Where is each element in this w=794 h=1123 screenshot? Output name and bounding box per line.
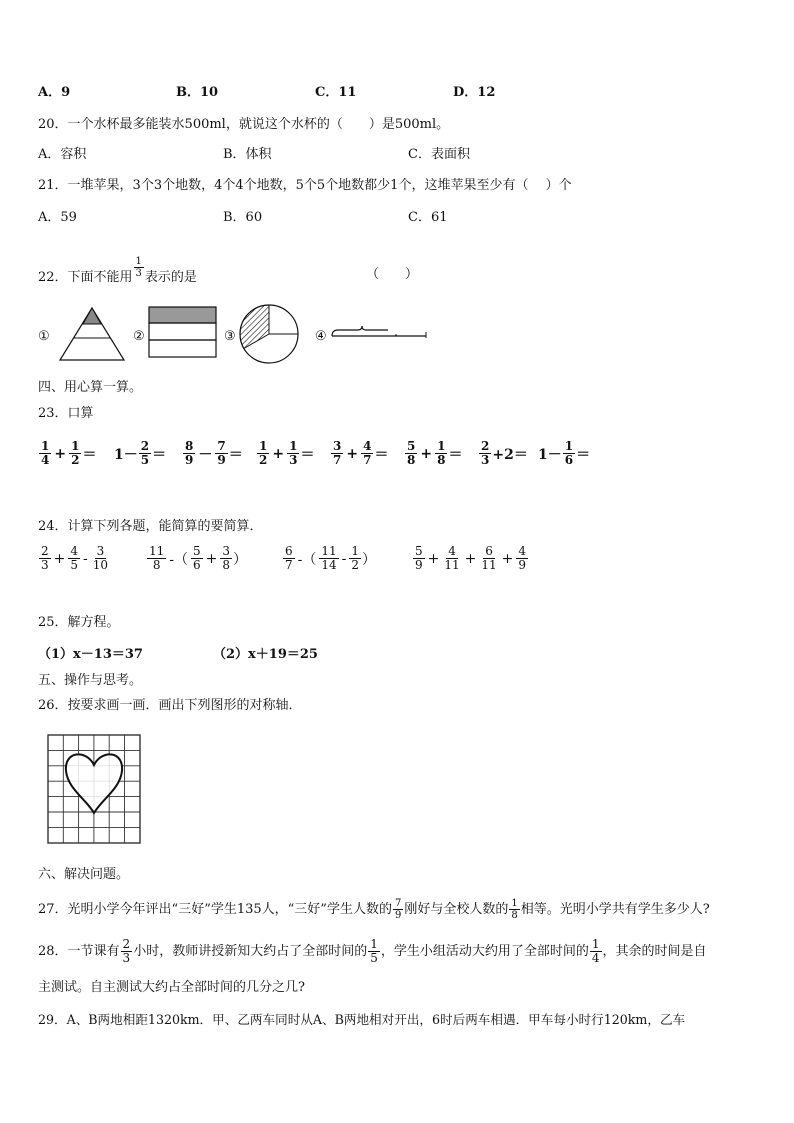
q22-label-4: ④ <box>315 329 327 344</box>
q20-option-c: C．表面积 <box>408 147 470 162</box>
q22-suffix: 表示的是 <box>144 270 197 285</box>
fraction: $\frac{4}{9}$ <box>518 544 527 572</box>
q23-expr-2: 1－ $\frac{2}{5}$ ＝ <box>114 439 167 467</box>
q21-option-b: B．60 <box>223 210 263 225</box>
q25-title: 25．解方程。 <box>38 615 120 630</box>
q24-expr-3: $\frac{6}{7}$ -（ $\frac{11}{14}$ - $\frac{1}{2}$ ） <box>285 544 377 572</box>
q27-text: 27．光明小学今年评出“三好”学生135人，“三好”学生人数的 $\frac{7}{9}$ 刚好与全校人数的 $\frac{1}{8}$ 相等。光明小学共有学生多少人? <box>38 898 710 921</box>
q20-option-b: B．体积 <box>223 147 272 162</box>
q23-expr-3: $\frac{8}{9}$ － $\frac{7}{9}$ ＝ <box>185 439 243 467</box>
line-segment-figure <box>330 322 430 344</box>
q22-text <box>38 256 197 289</box>
fraction: $\frac{1}{4}$ <box>591 937 600 965</box>
q19-option-b: B．10 <box>176 85 219 100</box>
q22-label-1: ① <box>38 329 50 344</box>
fraction: $\frac{1}{8}$ <box>511 898 518 921</box>
heart-grid-figure <box>46 733 142 845</box>
q23-title: 23．口算 <box>38 406 94 421</box>
fraction: $\frac{1}{2}$ <box>259 439 268 467</box>
fraction: $\frac{5}{6}$ <box>193 544 201 572</box>
fraction: $\frac{3}{7}$ <box>333 439 342 467</box>
fraction: $\frac{1}{8}$ <box>437 439 446 467</box>
q21-option-c: C．61 <box>408 210 448 225</box>
fraction: $\frac{11}{14}$ <box>321 544 337 572</box>
q20-option-a: A．容积 <box>38 147 87 162</box>
fraction: $\frac{7}{9}$ <box>217 439 226 467</box>
q28-text-line2: 主测试。自主测试大约占全部时间的几分之几? <box>38 980 305 995</box>
fraction: $\frac{3}{8}$ <box>222 544 231 572</box>
fraction: $\frac{6}{7}$ <box>285 544 293 572</box>
fraction: $\frac{11}{8}$ <box>149 544 165 572</box>
fraction: $\frac{8}{9}$ <box>185 439 194 467</box>
fraction: $\frac{4}{7}$ <box>363 439 372 467</box>
q24-expr-4: $\frac{5}{9}$ + $\frac{4}{11}$ + $\frac{6}{11}$ + $\frac{4}{9}$ <box>415 544 527 572</box>
q22-prefix: 22．下面不能用 <box>38 270 133 285</box>
fraction: $\frac{5}{8}$ <box>407 439 416 467</box>
q24-expr-1: $\frac{2}{3}$ + $\frac{4}{5}$ - $\frac{3}{10}$ <box>41 544 109 572</box>
q24-title: 24．计算下列各题，能简算的要简算． <box>38 519 263 534</box>
q25-equation-1: （1）x－13＝37 <box>38 647 143 662</box>
q23-expr-6: $\frac{5}{8}$ + $\frac{1}{8}$ ＝ <box>407 439 463 467</box>
q22-frac-den: 3 <box>135 268 142 279</box>
fraction: $\frac{1}{2}$ <box>351 544 360 572</box>
q23-expr-7: $\frac{2}{3}$ +2＝ <box>481 439 528 467</box>
q23-expr-8: 1－ $\frac{1}{6}$ ＝ <box>538 439 591 467</box>
q20-text: 20．一个水杯最多能装水500ml，就说这个水杯的（ ）是500ml。 <box>38 117 450 132</box>
fraction: $\frac{4}{5}$ <box>70 544 79 572</box>
q22-label-3: ③ <box>224 329 236 344</box>
fraction: $\frac{1}{3}$ <box>289 439 298 467</box>
fraction: $\frac{6}{11}$ <box>481 544 497 572</box>
q26-text: 26．按要求画一画．画出下列图形的对称轴． <box>38 698 302 713</box>
q19-option-d: D．12 <box>453 85 496 100</box>
q24-expr-2: $\frac{11}{8}$ -（ $\frac{5}{6}$ + $\frac{3}{8}$ ） <box>149 544 248 572</box>
q25-equation-2: （2）x＋19＝25 <box>213 647 318 662</box>
q19-option-c: C．11 <box>315 85 357 100</box>
circle-figure <box>238 303 302 365</box>
rectangle-figure <box>148 306 218 360</box>
section-4-heading: 四、用心算一算。 <box>38 380 143 395</box>
q23-expr-5: $\frac{3}{7}$ + $\frac{4}{7}$ ＝ <box>333 439 389 467</box>
fraction: $\frac{1}{6}$ <box>564 439 574 467</box>
fraction: $\frac{1}{2}$ <box>71 439 80 467</box>
fraction: $\frac{4}{11}$ <box>444 544 460 572</box>
triangle-figure <box>58 306 126 362</box>
q19-option-a: A．9 <box>38 85 71 100</box>
fraction: $\frac{2}{3}$ <box>41 544 49 572</box>
fraction: $\frac{3}{10}$ <box>92 544 109 572</box>
fraction: $\frac{1}{4}$ <box>41 439 50 467</box>
section-5-heading: 五、操作与思考。 <box>38 673 143 688</box>
q22-blank: （ ） <box>366 267 419 282</box>
q22-label-2: ② <box>133 329 145 344</box>
fraction: $\frac{5}{9}$ <box>415 544 423 572</box>
q22-fraction <box>134 256 144 279</box>
q28-text-line1: 28．一节课有 $\frac{2}{3}$ 小时，教师讲授新知大约占了全部时间的 $\frac{1}{5}$ ，学生小组活动大约用了全部时间的 $\frac{1}{4}$ ，其余的时间是自 <box>38 937 707 965</box>
section-6-heading: 六、解决问题。 <box>38 867 130 882</box>
fraction: $\frac{2}{3}$ <box>122 937 131 965</box>
q21-text: 21．一堆苹果，3个3个地数，4个4个地数，5个5个地数都少1个，这堆苹果至少有（ ）个 <box>38 178 572 193</box>
fraction: $\frac{7}{9}$ <box>394 898 402 921</box>
q29-text: 29．A、B两地相距1320km．甲、乙两车同时从A、B两地相对开出，6时后两车相遇．甲车每小时行120km，乙车 <box>38 1012 686 1027</box>
fraction: $\frac{2}{5}$ <box>140 439 150 467</box>
q21-option-a: A．59 <box>38 210 77 225</box>
fraction: $\frac{1}{5}$ <box>370 937 378 965</box>
q22-frac-num: 1 <box>135 256 142 267</box>
q23-expr-1: $\frac{1}{4}$ + $\frac{1}{2}$ ＝ <box>41 439 97 467</box>
q23-expr-4: $\frac{1}{2}$ + $\frac{1}{3}$ ＝ <box>259 439 315 467</box>
fraction: $\frac{2}{3}$ <box>481 439 490 467</box>
